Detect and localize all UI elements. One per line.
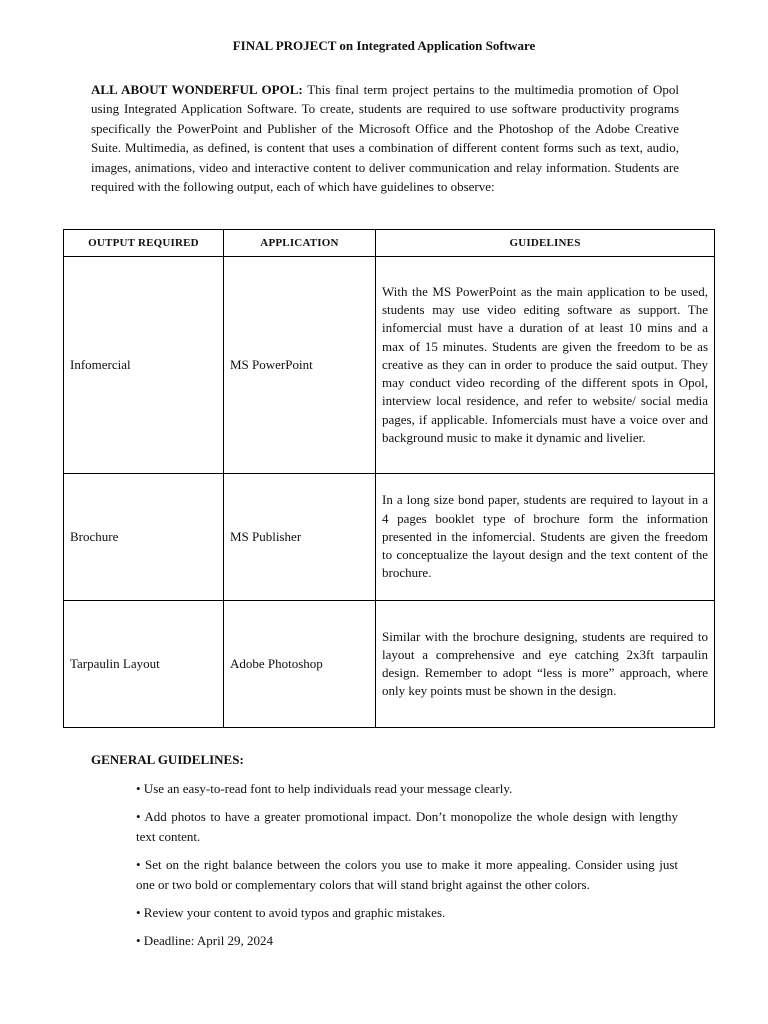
list-item: • Set on the right balance between the colors you use to make it more appealing. Consider using just one or two bold or complementary colors that will stand bright against the other colors.	[136, 857, 678, 892]
guidelines-cell: With the MS PowerPoint as the main application to be used, students may use video editing software as support. The infomercial must have a duration of at least 10 mins and a max of 15 minutes. Students are given the freedom to be as creative as they can in order to produce the said output. They may conduct video recording of the different spots in Opol, interview local residence, and refer to website/ social media pages, if applicable. Infomercials must have a voice over and background music to make it dynamic and livelier.	[376, 257, 715, 474]
guidelines-cell: Similar with the brochure designing, students are required to layout a comprehensive and eye catching 2x3ft tarpaulin design. Remember to adopt “less is more” approach, where only key points must be shown in the design.	[376, 601, 715, 728]
application-cell: MS Publisher	[224, 474, 376, 601]
application-cell: MS PowerPoint	[224, 257, 376, 474]
guidelines-cell: In a long size bond paper, students are required to layout in a 4 pages booklet type of brochure form the information presented in the infomercial. Students are given the freedom to conceptualize the layout design and the text content of the brochure.	[376, 474, 715, 601]
output-cell: Tarpaulin Layout	[64, 601, 224, 728]
list-item: • Review your content to avoid typos and graphic mistakes.	[136, 905, 446, 921]
output-cell: Infomercial	[64, 257, 224, 474]
application-cell: Adobe Photoshop	[224, 601, 376, 728]
table-row	[64, 601, 715, 728]
header-guidelines: GUIDELINES	[376, 230, 715, 257]
intro-lead: ALL ABOUT WONDERFUL OPOL:	[91, 82, 303, 97]
project-table	[63, 229, 715, 728]
list-item: • Add photos to have a greater promotional impact. Don’t monopolize the whole design with lengthy text content.	[136, 809, 678, 844]
table-row	[64, 474, 715, 601]
general-guidelines-list	[136, 779, 678, 960]
table-row	[64, 257, 715, 474]
header-application: APPLICATION	[224, 230, 376, 257]
header-output-required: OUTPUT REQUIRED	[64, 230, 224, 257]
intro-text: This final term project pertains to the multimedia promotion of Opol using Integrated Application Software. To create, students are required to use software productivity programs specifically the PowerPoint and Publisher of the Microsoft Office and the Photoshop of the Adobe Creative Suite. Multimedia, as defined, is content that uses a combination of different content forms such as text, audio, images, animations, video and interactive content to deliver communication and relay information. Students are required with the following output, each of which have guidelines to observe:	[91, 82, 679, 195]
table-header-row	[64, 230, 715, 257]
document-title: FINAL PROJECT on Integrated Application Software	[232, 38, 536, 53]
list-item: • Use an easy-to-read font to help individuals read your message clearly.	[136, 781, 513, 796]
general-guidelines-title: GENERAL GUIDELINES:	[91, 752, 244, 767]
intro-paragraph	[91, 80, 679, 196]
output-cell: Brochure	[64, 474, 224, 601]
list-item: • Deadline: April 29, 2024	[136, 933, 274, 949]
